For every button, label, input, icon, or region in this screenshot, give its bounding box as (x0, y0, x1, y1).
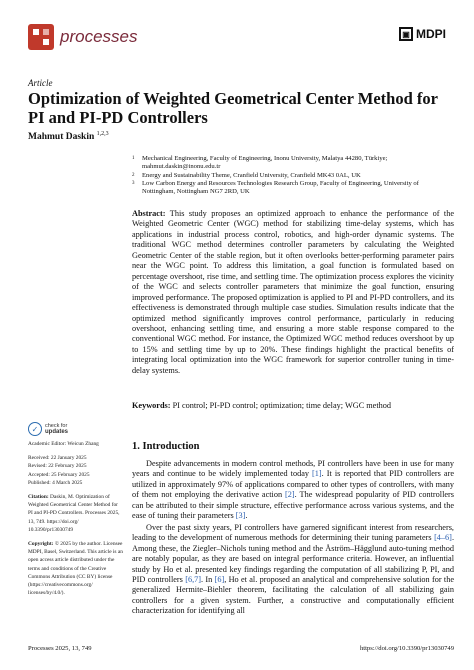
affiliations (132, 155, 452, 196)
journal-logo-icon (28, 24, 54, 50)
published-date: Published: 4 March 2025 (28, 479, 83, 486)
mdpi-box-icon: ▣ (399, 27, 413, 41)
citation (28, 493, 123, 534)
text-run: , Ho et al. proposed an analytical and comprehensive solution for the generalized Hermite–Biehler theorem, facilitating the calculation of all stabilizing gain controllers for a given system. Further, a constructive and computationally efficient characterization for identifying all (132, 574, 454, 616)
check-for-updates-badge[interactable] (28, 422, 68, 436)
affiliation-number: 3 (132, 180, 135, 186)
keywords-text: PI control; PI-PD control; optimization; time delay; WGC method (172, 401, 392, 410)
affiliation-number: 1 (132, 156, 135, 161)
footer-doi-link[interactable]: https://doi.org/10.3390/pr13030749 (359, 645, 454, 652)
journal-name[interactable]: processes (60, 27, 138, 46)
affiliation-number: 2 (132, 172, 135, 178)
text-run: . In (201, 574, 215, 584)
publisher-logo[interactable] (399, 27, 446, 41)
section-heading: 1. Introduction (132, 441, 200, 452)
text-run: . (245, 511, 248, 521)
academic-editor: Academic Editor: Weicun Zhang (28, 441, 99, 447)
abstract-label: Abstract: (132, 209, 166, 218)
accepted-date: Accepted: 25 February 2025 (28, 471, 90, 478)
affiliation-item (132, 172, 452, 180)
affiliation-item (132, 180, 452, 197)
affiliation-text: Energy and Sustainability Theme, Cranfield University, Cranfield MK43 0AL, UK (142, 171, 361, 179)
affiliation-text: Low Carbon Energy and Resources Technologies Research Group, Faculty of Engineering, University of Nottingham, Nottingham NG7 2RD, UK (142, 179, 419, 196)
revised-date: Revised: 22 February 2025 (28, 463, 87, 470)
article-type: Article (28, 78, 53, 88)
footer-citation: Processes 2025, 13, 749 (28, 645, 92, 652)
publisher-name: MDPI (416, 27, 446, 41)
citation-link[interactable]: [1] (312, 469, 322, 479)
article-info-sidebar (28, 440, 123, 603)
intro-paragraph-2 (132, 523, 454, 617)
copyright (28, 540, 123, 597)
paper-title: Optimization of Weighted Geometrical Center Method for PI and PI-PD Controllers (28, 89, 438, 127)
citation-link[interactable]: [3] (235, 511, 246, 521)
check-updates-icon: ✓ (28, 422, 42, 436)
introduction-body (132, 459, 454, 618)
text-run: . Among these, the Ziegler–Nichols tuning method and the Åström–Hägglund auto-tuning method are notably popular, as they are based on integral performance criteria. However, an influential study by Ho et al. presented key findings regarding the computation of all stabilizing P, PI, and PID controllers (132, 533, 454, 584)
author-line (28, 131, 109, 142)
text-run: . It is reported that PID controllers are utilized in approximately 97% of applications compared to other types of controllers, with many of them not employing the derivative action (132, 469, 454, 500)
citation-label: Citation: (28, 494, 49, 501)
abstract (132, 209, 454, 376)
badge-line1: check for (45, 423, 68, 429)
affiliation-text: Mechanical Engineering, Faculty of Engineering, Inonu University, Malatya 44280, Türkiye; mahmut.daskin@inonu.edu.tr (142, 155, 388, 171)
author-affiliation-marks: 1,2,3 (96, 131, 109, 137)
copyright-text: © 2025 by the author. Licensee MDPI, Basel, Switzerland. This article is an open access article distributed under the terms and conditions of the Creative Commons Attribution (CC BY) license (https://creativecommons.org/ licenses/by/4.0/). (28, 541, 123, 597)
affiliation-item (132, 155, 452, 172)
badge-text (45, 423, 68, 435)
author-name[interactable]: Mahmut Daskin (28, 132, 95, 143)
received-date: Received: 22 January 2025 (28, 455, 87, 462)
citation-link[interactable]: [2] (285, 490, 295, 500)
text-run: Despite advancements in modern control methods, PI controllers have been in use for many years and continue to be widely implemented today (132, 459, 454, 479)
abstract-text: This study proposes an optimized approach to enhance the performance of the Weighted Geometric Center (WGC) method for stabilizing time-delay systems, which has applications in industrial process control, robotics, and high-order dynamic systems. The traditional WGC method determines controller parameters by calculating the Weighted Geometric Center of the stable region, but it often overlooks better-performing parameter pairs near the WGC point. To address this limitation, a goal function is formulated based on percentage overshoot, rise time, and settling time. The optimization process explores the vicinity of the WGC and selects controller parameters that minimize the goal function, ensuring improved performance. The proposed optimization is applied to PI and PI-PD controllers, and its effectiveness is demonstrated through multiple case studies. Simulation results indicate that the optimized method significantly improves control performance, particularly in reducing overshoot, enhancing settling time, and ensuring a more stable response compared to the conventional WGC method. For instance, the Optimized WGC method reduces overshoot by up to 15% and settling time by up to 20%. These findings highlight the practical benefits of integrating local optimization into the WGC framework for superior controller tuning in time-delay systems. (132, 209, 454, 375)
keywords-label: Keywords: (132, 401, 171, 410)
citation-link[interactable]: [6] (214, 574, 225, 584)
intro-paragraph-1 (132, 459, 454, 522)
citation-link[interactable]: [4–6] (434, 533, 452, 543)
keywords (132, 401, 454, 411)
badge-line2: updates (45, 429, 69, 435)
citation-link[interactable]: [6,7] (185, 574, 202, 584)
text-run: Over the past sixty years, PI controllers have garnered significant interest from researchers, leading to the development of numerous methods for determining their tuning parameters (132, 522, 454, 543)
text-run: . The widespread popularity of PID controllers can be attributed to their simple structure, effective performance across various systems, and the ease of tuning their parameters (132, 490, 455, 521)
citation-text[interactable]: Daskin, M. Optimization of Weighted Geometrical Center Method for PI and PI-PD Controllers. Processes 2025, 13, 749. https://doi.org/ 10.3390/pr13030749 (28, 494, 120, 533)
copyright-label: Copyright: (28, 541, 54, 548)
